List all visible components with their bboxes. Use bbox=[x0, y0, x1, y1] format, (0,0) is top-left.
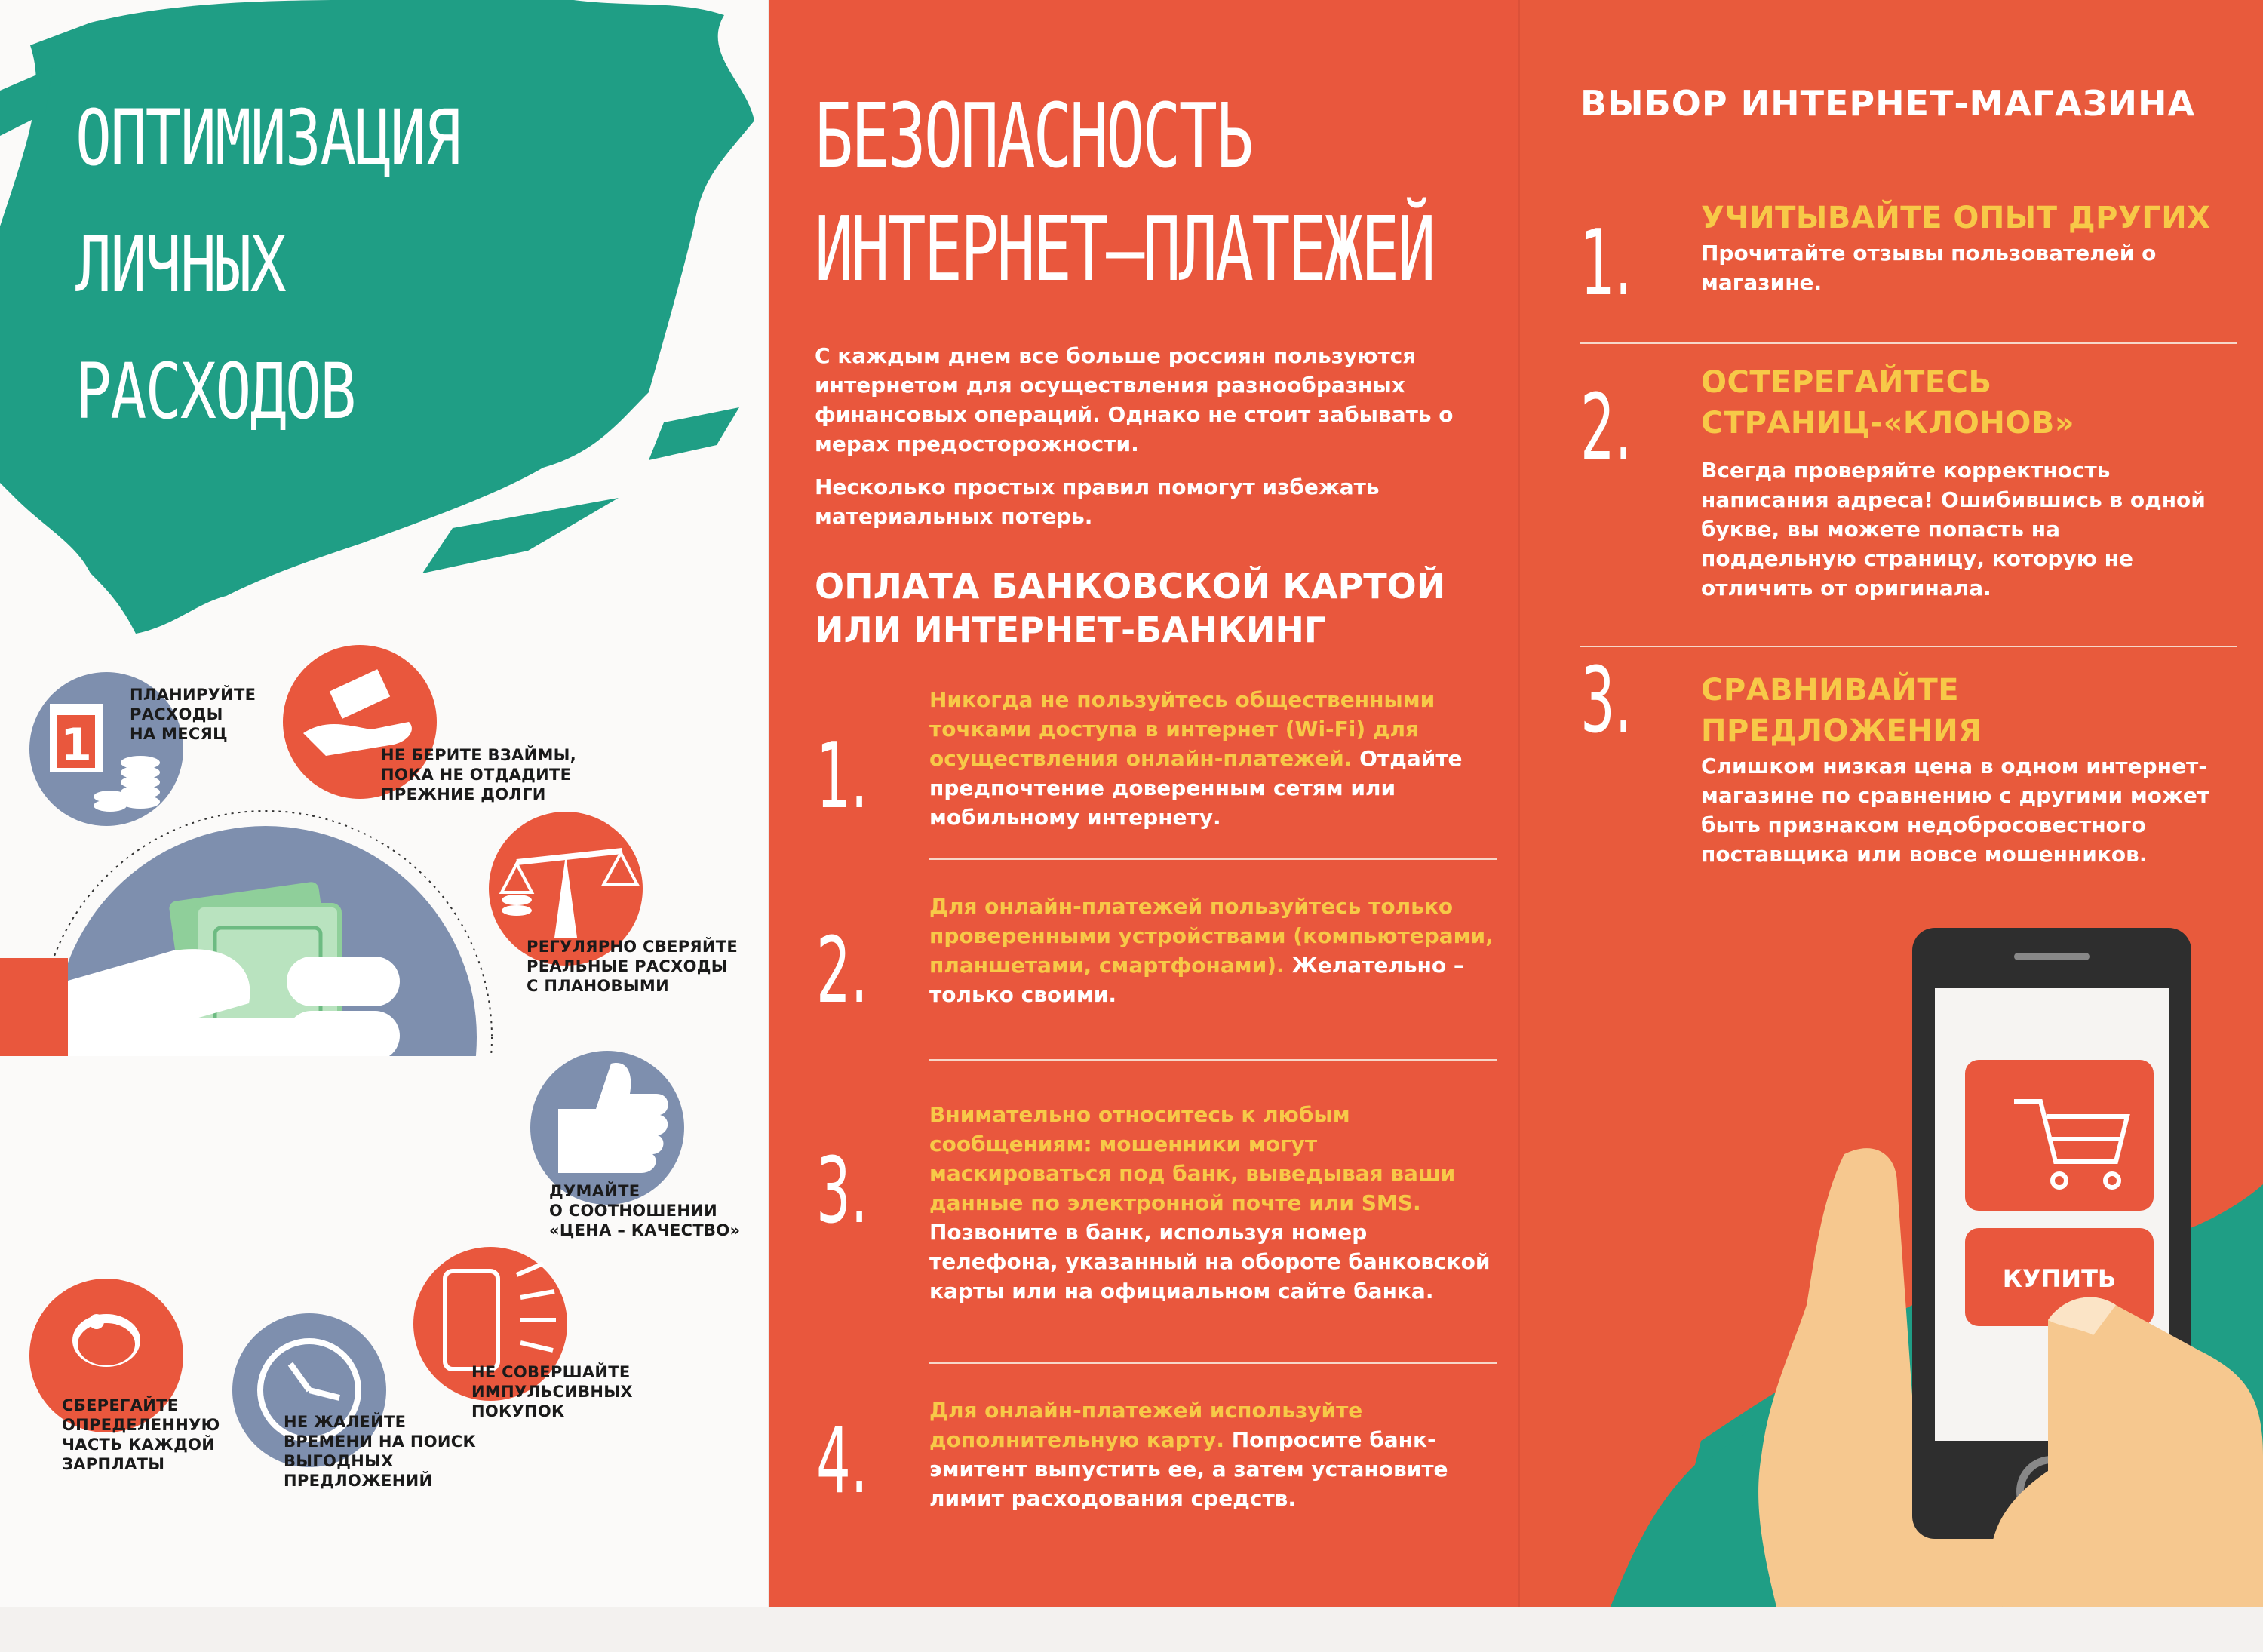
label-impulse: НЕ СОВЕРШАЙТЕ ИМПУЛЬСИВНЫХ ПОКУПОК bbox=[471, 1363, 633, 1420]
divider bbox=[929, 1362, 1497, 1364]
rule-number: 2. bbox=[816, 919, 868, 1024]
rule-item bbox=[929, 685, 1503, 832]
phone-purchase-illustration bbox=[1520, 928, 2263, 1607]
panel-right bbox=[1520, 0, 2263, 1607]
shop-item-heading: УЧИТЫВАЙТЕ ОПЫТ ДРУГИХ bbox=[1701, 201, 2211, 235]
shop-item bbox=[1701, 198, 2244, 297]
divider bbox=[1580, 342, 2237, 344]
shop-item-heading: ОСТЕРЕГАЙТЕСЬ СТРАНИЦ-«КЛОНОВ» bbox=[1701, 365, 2075, 441]
rule-item bbox=[929, 1396, 1503, 1513]
shop-item bbox=[1701, 362, 2222, 603]
label-save: СБЕРЕГАЙТЕ ОПРЕДЕЛЕННУЮ ЧАСТЬ КАЖДОЙ ЗАРПЛАТЫ bbox=[62, 1396, 220, 1473]
rule-highlight: Никогда не пользуйтесь общественными точками доступа в интернет (Wi-Fi) для осуществления онлайн-платежей. bbox=[929, 687, 1435, 771]
divider bbox=[929, 858, 1497, 860]
rule-text: Желательно – только своими. bbox=[929, 953, 1464, 1007]
divider bbox=[929, 1059, 1497, 1061]
intro-paragraph-2: Несколько простых правил помогут избежать материальных потерь. bbox=[815, 474, 1380, 529]
item-number: 1. bbox=[1580, 211, 1632, 316]
divider bbox=[1580, 646, 2237, 647]
shop-item-heading: СРАВНИВАЙТЕ ПРЕДЛОЖЕНИЯ bbox=[1701, 673, 1982, 748]
left-panel-title: ОПТИМИЗАЦИЯ ЛИЧНЫХ РАСХОДОВ bbox=[75, 94, 460, 437]
rule-text: Отдайте предпочтение доверенным сетям или мобильному интернету. bbox=[929, 746, 1463, 830]
rule-highlight: Для онлайн-платежей пользуйтесь только проверенными устройствами (компьютерами, планшетами, смартфонами). bbox=[929, 894, 1494, 978]
shop-item-text: Прочитайте отзывы пользователей о магазине. bbox=[1701, 241, 2157, 295]
panel-middle bbox=[769, 0, 1520, 1607]
middle-panel-title: БЕЗОПАСНОСТЬ ИНТЕРНЕТ–ПЛАТЕЖЕЙ bbox=[815, 84, 1434, 301]
rule-highlight: Для онлайн-платежей используйте дополнительную карту. bbox=[929, 1398, 1363, 1452]
hand-icon bbox=[0, 949, 400, 1056]
label-plan: ПЛАНИРУЙТЕ РАСХОДЫ НА МЕСЯЦ bbox=[130, 686, 256, 743]
label-compare: РЕГУЛЯРНО СВЕРЯЙТЕ РЕАЛЬНЫЕ РАСХОДЫ С ПЛАНОВЫМИ bbox=[527, 938, 738, 995]
label-think: ДУМАЙТЕ О СООТНОШЕНИИ «ЦЕНА – КАЧЕСТВО» bbox=[549, 1182, 741, 1239]
section-title: ОПЛАТА БАНКОВСКОЙ КАРТОЙ ИЛИ ИНТЕРНЕТ-БАНКИНГ bbox=[815, 566, 1446, 650]
rule-number: 1. bbox=[816, 724, 868, 829]
rule-item bbox=[929, 1100, 1503, 1306]
rule-number: 3. bbox=[816, 1139, 868, 1244]
item-number: 3. bbox=[1580, 649, 1632, 754]
intro-paragraph-1: С каждым днем все больше россиян пользуются интернетом для осуществления разнообразных финансовых операций. Однако не стоит забывать о мерах предосторожности. bbox=[815, 343, 1454, 456]
rule-highlight: Внимательно относитесь к любым сообщениям: мошенники могут маскироваться под банк, выведывая ваши данные по электронной почте или SMS. bbox=[929, 1102, 1456, 1215]
label-loans: НЕ БЕРИТЕ ВЗАЙМЫ, ПОКА НЕ ОТДАДИТЕ ПРЕЖНИЕ ДОЛГИ bbox=[381, 746, 577, 803]
shop-item-text: Слишком низкая цена в одном интернет-магазине по сравнению с другими может быть признаком недобросовестного поставщика или вовсе мошенников. bbox=[1701, 754, 2210, 867]
page-bottom-margin bbox=[0, 1607, 2263, 1652]
rule-item bbox=[929, 892, 1503, 1009]
label-time: НЕ ЖАЛЕЙТЕ ВРЕМЕНИ НА ПОИСК ВЫГОДНЫХ ПРЕДЛОЖЕНИЙ bbox=[284, 1413, 476, 1490]
panel-left bbox=[0, 0, 769, 1607]
rule-text: Попросите банк-эмитент выпустить ее, а затем установите лимит расходования средств. bbox=[929, 1427, 1448, 1511]
rule-text: Позвоните в банк, используя номер телефона, указанный на обороте банковской карты или на официальном сайте банка. bbox=[929, 1220, 1491, 1303]
rule-number: 4. bbox=[816, 1409, 868, 1514]
shop-item bbox=[1701, 670, 2244, 869]
intro-text bbox=[815, 341, 1494, 545]
calendar-digit: 1 bbox=[60, 719, 92, 772]
item-number: 2. bbox=[1580, 376, 1632, 481]
right-panel-title: ВЫБОР ИНТЕРНЕТ-МАГАЗИНА bbox=[1580, 83, 2196, 124]
money-hand-illustration bbox=[0, 0, 769, 1056]
shop-item-text: Всегда проверяйте корректность написания адреса! Ошибившись в одной букве, вы можете попасть на поддельную страницу, которую не отличить от оригинала. bbox=[1701, 458, 2206, 600]
buy-button-label: КУПИТЬ bbox=[2002, 1264, 2117, 1293]
